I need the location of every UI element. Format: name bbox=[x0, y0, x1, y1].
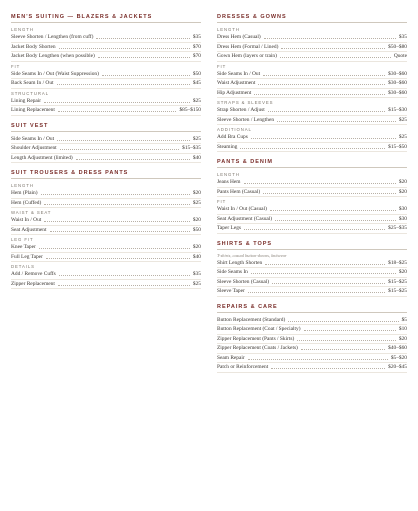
service-name: Waist In / Out bbox=[11, 217, 42, 224]
service-price: $85–$150 bbox=[179, 107, 201, 114]
service-price: $25 bbox=[192, 135, 201, 142]
service-price: $15–$50 bbox=[388, 143, 407, 150]
service-name: Length Adjustment (limited) bbox=[11, 154, 73, 161]
service-price: $25–$35 bbox=[388, 225, 407, 232]
dot-leader bbox=[271, 368, 385, 369]
service-name: Hip Adjustment bbox=[217, 89, 252, 96]
service-price: $15–$30 bbox=[388, 107, 407, 114]
dot-leader bbox=[258, 84, 385, 85]
price-row bbox=[11, 253, 201, 263]
service-name: Zipper Replacement (Pants / Skirts) bbox=[217, 335, 295, 342]
service-price: $15–$25 bbox=[388, 288, 407, 295]
price-row bbox=[217, 363, 407, 373]
service-price: $25 bbox=[398, 116, 407, 123]
service-price: $15–$35 bbox=[182, 145, 201, 152]
service-name: Lining Repair bbox=[11, 97, 42, 104]
dot-leader bbox=[272, 283, 385, 284]
service-name: Side Seams In bbox=[217, 269, 248, 276]
dot-leader bbox=[275, 220, 396, 221]
service-price: $70 bbox=[192, 43, 201, 50]
price-row bbox=[11, 144, 201, 154]
service-name: Dress Hem (Formal / Lined) bbox=[217, 43, 279, 50]
service-price: $25 bbox=[192, 280, 201, 287]
service-name: Side Seams In / Out bbox=[11, 135, 55, 142]
left-column bbox=[11, 13, 201, 289]
dot-leader bbox=[288, 321, 398, 322]
service-price: $35 bbox=[398, 34, 407, 41]
dot-leader bbox=[297, 340, 396, 341]
dot-leader bbox=[251, 138, 396, 139]
dot-leader bbox=[58, 111, 177, 112]
service-name: Shoulder Adjustment bbox=[11, 145, 57, 152]
service-name: Side Seams In / Out (Waist Suppression) bbox=[11, 70, 99, 77]
service-name: Hem (Cuffed) bbox=[11, 199, 42, 206]
service-price: $5–$20 bbox=[390, 354, 407, 361]
service-name: Steaming bbox=[217, 143, 238, 150]
service-price: $20 bbox=[192, 244, 201, 251]
service-price: $30 bbox=[398, 215, 407, 222]
service-name: Sleeve Shorten / Lengthen (from cuff) bbox=[11, 34, 94, 41]
service-price: $25 bbox=[192, 97, 201, 104]
service-name: Button Replacement (Standard) bbox=[217, 316, 286, 323]
dot-leader bbox=[44, 102, 190, 103]
price-row bbox=[217, 89, 407, 99]
price-row bbox=[217, 224, 407, 234]
price-row bbox=[11, 154, 201, 164]
dot-leader bbox=[301, 349, 385, 350]
price-row bbox=[11, 189, 201, 199]
price-row bbox=[217, 325, 407, 335]
price-row bbox=[11, 52, 201, 62]
service-price: $40 bbox=[192, 253, 201, 260]
dot-leader bbox=[244, 183, 396, 184]
service-name: Knee Taper bbox=[11, 244, 36, 251]
dot-leader bbox=[248, 359, 388, 360]
price-row bbox=[217, 215, 407, 225]
service-price: $35 bbox=[192, 34, 201, 41]
dot-leader bbox=[60, 149, 179, 150]
service-name: Seat Adjustment (Casual) bbox=[217, 215, 273, 222]
dot-leader bbox=[41, 194, 190, 195]
service-price: $50–$80 bbox=[388, 43, 407, 50]
service-name: Back Seam In / Out bbox=[11, 80, 54, 87]
price-row bbox=[217, 344, 407, 354]
price-row bbox=[11, 243, 201, 253]
service-price: $20 bbox=[398, 269, 407, 276]
service-name: Full Leg Taper bbox=[11, 253, 43, 260]
dot-leader bbox=[248, 292, 385, 293]
price-row bbox=[217, 106, 407, 116]
service-name: Lining Replacement bbox=[11, 107, 55, 114]
dot-leader bbox=[76, 159, 190, 160]
service-name: Zipper Replacement bbox=[11, 280, 55, 287]
subsection-label: LEG FIT bbox=[11, 237, 34, 242]
dot-leader bbox=[264, 38, 396, 39]
dot-leader bbox=[96, 38, 190, 39]
price-row bbox=[217, 205, 407, 215]
price-row bbox=[217, 143, 407, 153]
dot-leader bbox=[244, 229, 385, 230]
price-row bbox=[11, 199, 201, 209]
service-price: $5 bbox=[401, 316, 407, 323]
service-name: Side Seams In / Out bbox=[217, 70, 261, 77]
price-row bbox=[217, 335, 407, 345]
right-column bbox=[217, 13, 407, 373]
dot-leader bbox=[59, 275, 190, 276]
service-name: Jacket Body Shorten bbox=[11, 43, 56, 50]
dot-leader bbox=[304, 330, 396, 331]
price-row bbox=[217, 354, 407, 364]
section-title-pants-denim: PANTS & DENIM bbox=[217, 158, 407, 168]
price-row bbox=[217, 287, 407, 297]
price-row bbox=[11, 135, 201, 145]
service-name: Button Replacement (Coat / Specialty) bbox=[217, 326, 301, 333]
section-note: T-shirts, casual button-downs, knitwear bbox=[217, 252, 287, 258]
price-row bbox=[11, 79, 201, 89]
service-price: $25 bbox=[192, 199, 201, 206]
service-name: Jeans Hem bbox=[217, 179, 241, 186]
dot-leader bbox=[44, 204, 190, 205]
service-price: $18–$25 bbox=[388, 259, 407, 266]
section-title-suit-trousers-dress-pants: SUIT TROUSERS & DRESS PANTS bbox=[11, 169, 201, 179]
subsection-label: FIT bbox=[217, 199, 227, 204]
service-price: $20 bbox=[398, 335, 407, 342]
service-price: $50 bbox=[192, 226, 201, 233]
service-price: $20 bbox=[398, 188, 407, 195]
dot-leader bbox=[50, 231, 190, 232]
price-row bbox=[11, 33, 201, 43]
price-row bbox=[217, 70, 407, 80]
service-name: Shirt Length Shorten bbox=[217, 259, 263, 266]
price-row bbox=[11, 270, 201, 280]
subsection-label: FIT bbox=[11, 63, 21, 69]
price-row bbox=[217, 43, 407, 53]
dot-leader bbox=[277, 121, 396, 122]
service-price: $30–$60 bbox=[388, 89, 407, 96]
service-name: Taper Legs bbox=[217, 225, 242, 232]
price-row bbox=[217, 133, 407, 143]
service-name: Waist Adjustment bbox=[217, 80, 256, 87]
service-name: Seam Repair bbox=[217, 354, 245, 361]
service-name: Gown Hem (layers or train) bbox=[217, 53, 277, 60]
subsection-label: DETAILS bbox=[11, 264, 35, 269]
service-name: Sleeve Shorten (Casual) bbox=[217, 278, 270, 285]
section-title-shirts-tops: SHIRTS & TOPS bbox=[217, 240, 407, 250]
price-row bbox=[11, 226, 201, 236]
service-price: $45 bbox=[192, 80, 201, 87]
service-name: Seat Adjustment bbox=[11, 226, 47, 233]
service-name: Sleeve Shorten / Lengthen bbox=[217, 116, 275, 123]
section-title-repairs-care: REPAIRS & CARE bbox=[217, 303, 407, 313]
service-price: $70 bbox=[192, 53, 201, 60]
subsection-label: LENGTH bbox=[217, 27, 240, 32]
service-name: Waist In / Out (Casual) bbox=[217, 206, 267, 213]
subsection-label: LENGTH bbox=[217, 172, 240, 177]
dot-leader bbox=[240, 148, 385, 149]
price-row bbox=[217, 79, 407, 89]
service-price: $50 bbox=[192, 70, 201, 77]
dot-leader bbox=[46, 258, 190, 259]
dot-leader bbox=[59, 48, 190, 49]
service-name: Jacket Body Lengthen (when possible) bbox=[11, 53, 95, 60]
service-price: Quote bbox=[393, 53, 407, 60]
dot-leader bbox=[281, 48, 385, 49]
service-price: $25 bbox=[398, 134, 407, 141]
price-row bbox=[11, 216, 201, 226]
price-row bbox=[217, 268, 407, 278]
service-price: $20–$45 bbox=[388, 364, 407, 371]
service-price: $20 bbox=[398, 179, 407, 186]
section-title-men-s-suiting-blazers-jackets: MEN'S SUITING — BLAZERS & JACKETS bbox=[11, 13, 201, 23]
service-name: Dress Hem (Casual) bbox=[217, 34, 261, 41]
service-price: $20 bbox=[192, 217, 201, 224]
service-price: $10 bbox=[398, 326, 407, 333]
price-row bbox=[217, 259, 407, 269]
service-name: Sleeve Taper bbox=[217, 288, 245, 295]
dot-leader bbox=[102, 75, 190, 76]
service-price: $35 bbox=[192, 271, 201, 278]
price-row bbox=[217, 52, 407, 62]
service-name: Zipper Replacement (Coats / Jackets) bbox=[217, 345, 298, 352]
service-name: Hem (Plain) bbox=[11, 190, 38, 197]
price-row bbox=[11, 106, 201, 116]
price-row bbox=[11, 280, 201, 290]
service-price: $40 bbox=[192, 154, 201, 161]
dot-leader bbox=[57, 84, 190, 85]
service-price: $30 bbox=[398, 206, 407, 213]
dot-leader bbox=[58, 285, 190, 286]
service-price: $30–$60 bbox=[388, 70, 407, 77]
price-row bbox=[11, 97, 201, 107]
price-row bbox=[11, 70, 201, 80]
subsection-label: STRUCTURAL bbox=[11, 90, 49, 96]
service-price: $40–$60 bbox=[388, 345, 407, 352]
price-row bbox=[217, 188, 407, 198]
dot-leader bbox=[263, 193, 396, 194]
price-row bbox=[11, 43, 201, 53]
price-row bbox=[217, 278, 407, 288]
service-price: $20 bbox=[192, 190, 201, 197]
dot-leader bbox=[263, 75, 385, 76]
subsection-label: LENGTH bbox=[11, 27, 34, 32]
subsection-label: ADDITIONAL bbox=[217, 127, 252, 132]
service-name: Strap Shorten / Adjust bbox=[217, 107, 265, 114]
price-row bbox=[217, 33, 407, 43]
service-price: $15–$25 bbox=[388, 278, 407, 285]
dot-leader bbox=[98, 57, 190, 58]
price-row bbox=[217, 316, 407, 326]
dot-leader bbox=[251, 273, 396, 274]
subsection-label: FIT bbox=[217, 63, 227, 69]
dot-leader bbox=[280, 57, 391, 58]
service-name: Patch or Reinforcement bbox=[217, 364, 269, 371]
dot-leader bbox=[44, 221, 190, 222]
service-name: Add / Remove Cuffs bbox=[11, 271, 56, 278]
dot-leader bbox=[270, 210, 396, 211]
dot-leader bbox=[268, 111, 385, 112]
service-name: Pants Hem (Casual) bbox=[217, 188, 261, 195]
service-price: $30–$60 bbox=[388, 80, 407, 87]
dot-leader bbox=[254, 94, 385, 95]
dot-leader bbox=[265, 264, 385, 265]
dot-leader bbox=[57, 140, 190, 141]
section-title-dresses-gowns: DRESSES & GOWNS bbox=[217, 13, 407, 23]
dot-leader bbox=[39, 248, 190, 249]
subsection-label: STRAPS & SLEEVES bbox=[217, 100, 274, 105]
subsection-label: WAIST & SEAT bbox=[11, 210, 52, 215]
section-title-suit-vest: SUIT VEST bbox=[11, 122, 201, 132]
price-row bbox=[217, 116, 407, 126]
service-name: Add Bra Cups bbox=[217, 134, 248, 141]
price-row bbox=[217, 178, 407, 188]
subsection-label: LENGTH bbox=[11, 183, 34, 188]
